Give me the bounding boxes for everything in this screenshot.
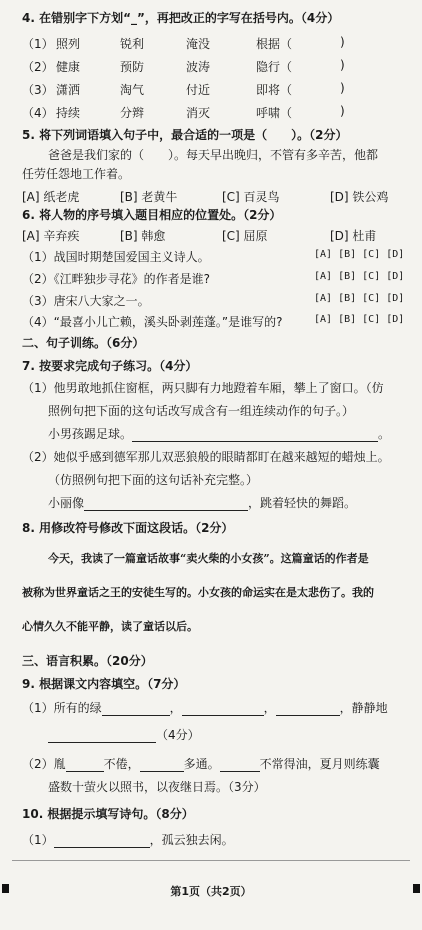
q4-row-number: （2） <box>22 60 54 74</box>
q7-s1-line3 <box>48 426 422 442</box>
q9-title: 9. 根据课文内容填空。（7分） <box>22 677 186 691</box>
q8-paragraph-line3: 心情久久不能平静，读了童话以后。 <box>22 620 198 633</box>
q4-row-number: （1） <box>22 37 54 51</box>
q10-title: 10. 根据提示填写诗句。（8分） <box>22 807 194 821</box>
q4-word: 健康 <box>56 60 81 74</box>
q4-word: 分辫 <box>120 106 145 120</box>
q9-a-line2 <box>48 727 422 743</box>
q6-choices-2: [A] [B] [C] [D] <box>314 271 405 282</box>
page-divider <box>12 860 410 861</box>
q4-word: 潇洒 <box>56 83 81 97</box>
q10-a-prefix: （1） <box>22 833 54 847</box>
q4-word: 根据（ <box>256 37 293 51</box>
q6-item-1: （1）战国时期楚国爱国主义诗人。 <box>22 250 210 264</box>
q7-s1-answer-blank[interactable] <box>132 428 378 442</box>
q7-s2-prompt: 小丽像 <box>48 496 85 510</box>
q4-answer-paren[interactable]: ) <box>340 104 345 118</box>
q6-item-4: （4）“最喜小儿亡赖，溪头卧剥莲蓬。”是谁写的? <box>22 315 283 329</box>
q4-word: 消灭 <box>186 106 211 120</box>
q9-a-line1 <box>22 700 422 716</box>
q4-word: 预防 <box>120 60 145 74</box>
q5-sentence-line1: 爸爸是我们家的（ ）。每天早出晚归，不管有多辛苦，他都 <box>48 148 379 162</box>
q5-title: 5. 将下列词语填入句子中，最合适的一项是（ ）。（2分） <box>22 128 348 142</box>
q9-b-mid-1: 不倦， <box>103 757 140 771</box>
q7-s2-answer-blank[interactable] <box>84 497 248 511</box>
q9-b-mid-3: 不常得油，夏月则练囊 <box>259 757 380 771</box>
q8-title: 8. 用修改符号修改下面这段话。（2分） <box>22 521 234 535</box>
q4-answer-paren[interactable]: ) <box>340 58 345 72</box>
section-2-heading: 二、句子训练。（6分） <box>22 336 145 350</box>
q7-s2-line1: （2）她似乎感到德军那儿双恶狼般的眼睛都盯在越来越短的蜡烛上。 <box>22 450 390 464</box>
q4-title: 4. 在错别字下方划“_”，再把改正的字写在括号内。（4分） <box>22 11 340 25</box>
q7-title: 7. 按要求完成句子练习。（4分） <box>22 359 198 373</box>
q6-person-d: [D] 杜甫 <box>330 229 377 243</box>
q9-b-blank-2[interactable] <box>140 758 184 772</box>
q8-paragraph-line2: 被称为世界童话之王的安徒生写的。小女孩的命运实在是太悲伤了。我的 <box>22 586 374 599</box>
q6-item-2: （2）《江畔独步寻花》的作者是谁? <box>22 272 211 286</box>
q9-a-blank-4[interactable] <box>48 729 156 743</box>
q5-option-a: [A] 纸老虎 <box>22 190 80 204</box>
q6-choices-4: [A] [B] [C] [D] <box>314 314 405 325</box>
q5-sentence-line2: 任劳任怨地工作着。 <box>22 167 131 181</box>
q4-answer-paren[interactable]: ) <box>340 35 345 49</box>
q7-s1-prompt: 小男孩踢足球。 <box>48 427 133 441</box>
q6-person-c: [C] 屈原 <box>222 229 268 243</box>
q4-word: 隐行（ <box>256 60 293 74</box>
q9-b-blank-3[interactable] <box>220 758 260 772</box>
q9-b-line1 <box>22 756 422 772</box>
q5-option-c: [C] 百灵鸟 <box>222 190 280 204</box>
q4-word: 照列 <box>56 37 81 51</box>
q9-b-prefix: （2）胤 <box>22 757 66 771</box>
q6-choices-1: [A] [B] [C] [D] <box>314 249 405 260</box>
q9-a-comma-1: ， <box>169 701 182 715</box>
q4-word: 波涛 <box>186 60 211 74</box>
q9-b-mid-2: 多通。 <box>183 757 220 771</box>
q9-a-prefix: （1）所有的绿 <box>22 701 102 715</box>
q4-word: 持续 <box>56 106 81 120</box>
q6-person-b: [B] 韩愈 <box>120 229 166 243</box>
q4-word: 即将（ <box>256 83 293 97</box>
q5-option-d: [D] 铁公鸡 <box>330 190 389 204</box>
q9-b-blank-1[interactable] <box>66 758 104 772</box>
page-footer: 第1页（共2页） <box>170 885 252 898</box>
q6-title: 6. 将人物的序号填入题目相应的位置处。（2分） <box>22 208 282 222</box>
q9-a-comma-2: ， <box>263 701 276 715</box>
q6-person-a: [A] 辛弃疾 <box>22 229 80 243</box>
q4-word: 淹没 <box>186 37 211 51</box>
q4-word: 呼啸（ <box>256 106 293 120</box>
q4-row-number: （3） <box>22 83 54 97</box>
q9-a-blank-2[interactable] <box>182 702 264 716</box>
q4-word: 淘气 <box>120 83 145 97</box>
section-3-heading: 三、语言积累。（20分） <box>22 654 153 668</box>
q4-row-number: （4） <box>22 106 54 120</box>
q5-option-b: [B] 老黄牛 <box>120 190 178 204</box>
q7-s1-line1: （1）他男敢地抓住窗框，两只脚有力地蹬着车厢，攀上了窗口。（仿 <box>22 381 384 395</box>
q10-a-suffix: ，孤云独去闲。 <box>149 833 234 847</box>
q4-answer-paren[interactable]: ) <box>340 81 345 95</box>
q8-paragraph-line1: 今天，我读了一篇童话故事“卖火柴的小女孩”。这篇童话的作者是 <box>48 552 369 565</box>
q7-s1-line2: 照例句把下面的这句话改写成含有一组连续动作的句子。） <box>48 404 355 418</box>
q10-a-line <box>22 832 422 848</box>
q6-item-3: （3）唐宋八大家之一。 <box>22 294 150 308</box>
q6-choices-3: [A] [B] [C] [D] <box>314 293 405 304</box>
q9-a-suffix: ，静静地 <box>339 701 388 715</box>
q9-a-score: （4分） <box>156 728 200 742</box>
q9-b-line2: 盛数十萤火以照书，以夜继日焉。（3分） <box>48 780 266 794</box>
q4-word: 付近 <box>186 83 211 97</box>
q10-a-blank[interactable] <box>54 834 150 848</box>
q7-s2-line3 <box>48 495 422 511</box>
q4-word: 锐利 <box>120 37 145 51</box>
q9-a-blank-1[interactable] <box>102 702 170 716</box>
q9-a-blank-3[interactable] <box>276 702 340 716</box>
q7-s1-end: 。 <box>378 427 391 441</box>
q7-s2-line2: （仿照例句把下面的这句话补充完整。） <box>48 473 259 487</box>
q7-s2-end: ，跳着轻快的舞蹈。 <box>248 496 357 510</box>
